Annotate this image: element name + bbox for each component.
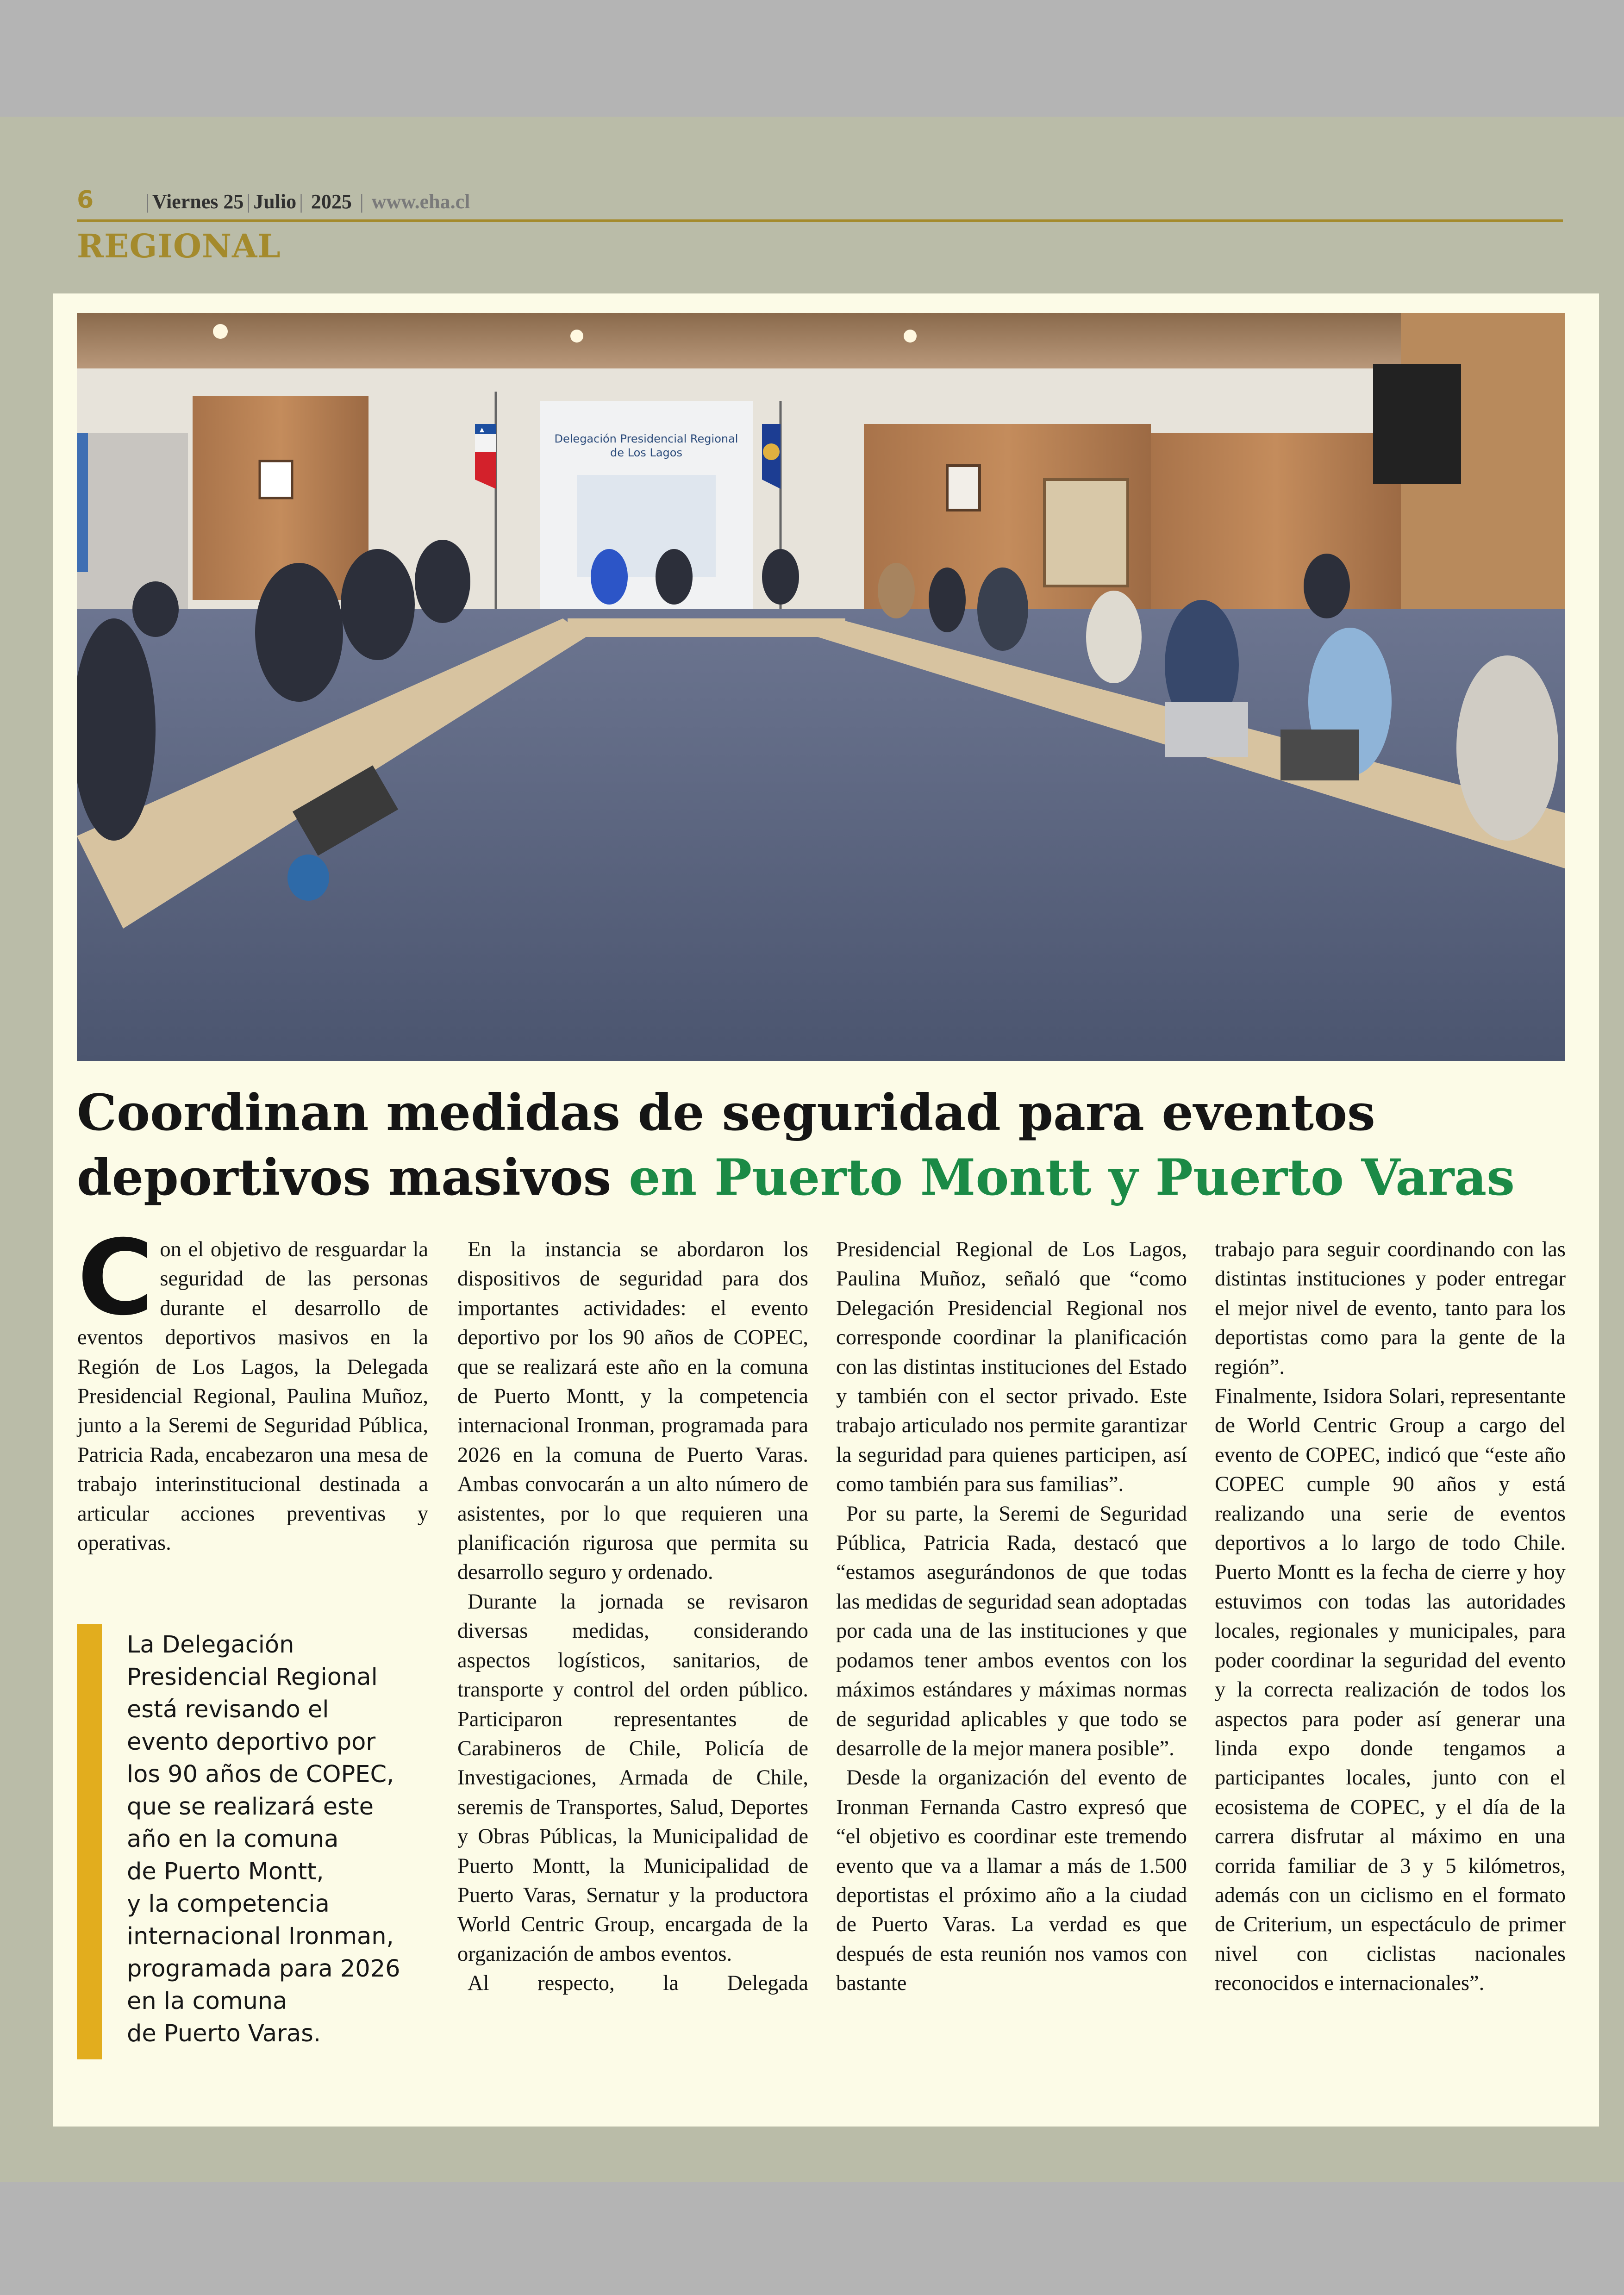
paragraph: trabajo para seguir coordinando con las distintas instituciones y poder entregar el mejor nivel de evento, tanto para los deportistas como para la gente de la región”. (1215, 1238, 1566, 1379)
date-month: Julio (253, 190, 297, 213)
paragraph: Finalmente, Isidora Solari, representante de World Centric Group a cargo del evento de COPEC, indicó que “este año COPEC cumple 90 años y está realizando una serie de eventos deportivos a lo largo de todo Chile. Puerto Montt es la fecha de cierre y hoy estuvimos con todas las autoridades locales, regionales y municipales, para poder coordinar la seguridad del evento y la correcta realización de todos los aspectos para poder así generar una linda expo donde tengamos a participantes locales, junto con el ecosistema de COPEC, y el día de la carrera disfrutar al máximo en una corrida familiar de 3 y 5 kilómetros, además con un ciclismo en el formato de Criterium, un espectáculo de primer nivel con ciclistas nacionales reconocidos e internacionales”. (1215, 1384, 1566, 1996)
article-card (53, 293, 1599, 2127)
paragraph: Por su parte, la Seremi de Seguridad Pública, Patricia Rada, destacó que “estamos asegurándonos de que todas las medidas de seguridad sean adoptadas por cada una de las instituciones y que podamos tener ambos eventos con los máximos estándares y máximas normas de seguridad aplicables y que todo se desarrolle de la mejor manera posible”. (836, 1502, 1187, 1760)
article-column-4 (1215, 1235, 1566, 1998)
headline-highlight: en Puerto Montt y Puerto Varas (629, 1148, 1515, 1207)
paragraph: En la instancia se abordaron los dispositivos de seguridad para dos importantes actividades: el evento deportivo por los 90 años de COPEC, que se realizará este año en la comuna de Puerto Montt, y la competencia internacional Ironman, programada para 2026 en la comuna de Puerto Varas. Ambas convocarán a un alto número de asistentes, por lo que requieren una planificación rigurosa que permita su desarrollo seguro y ordenado. (457, 1238, 808, 1584)
pull-quote (77, 1624, 429, 2059)
drop-cap: C (77, 1217, 154, 1338)
intro-paragraph: Con el objetivo de resguardar la seguridad de las personas durante el desarrollo de eventos deportivos masivos en la Región de Los Lagos, la Delegada Presidencial Regional, Paulina Muñoz, junto a la Seremi de Seguridad Pública, Patricia Rada, encabezaron una mesa de trabajo interinstitucional destinada a articular acciones preventivas y operativas. (77, 1217, 428, 1555)
meeting-photo (77, 313, 1565, 1061)
page-number: 6 (77, 186, 94, 214)
article-column-2 (457, 1235, 808, 1998)
article-column-1 (77, 1217, 428, 1558)
article-headline (77, 1080, 1577, 1210)
article-column-3 (836, 1235, 1187, 1998)
section-title: REGIONAL (77, 227, 281, 265)
website-link[interactable]: www.eha.cl (371, 190, 470, 213)
pull-quote-text: La Delegación Presidencial Regional está revisando el evento deportivo por los 90 años de COPEC, que se realizará este año en la comuna de Puerto Montt, y la competencia internacional Ironman, programada para 2026 en la comuna de Puerto Varas. (127, 1631, 400, 2047)
paragraph: Desde la organización del evento de Ironman Fernanda Castro expresó que “el objetivo es coordinar este tremendo evento que va a llamar a más de 1.500 deportistas el próximo año a la ciudad de Puerto Varas. La verdad es que después de esta reunión nos vamos con bastante (836, 1766, 1187, 1996)
paragraph: Al respecto, la Delegada (468, 1971, 808, 1996)
paragraph: Presidencial Regional de Los Lagos, Paulina Muñoz, señaló que “como Delegación Presidencial Regional nos corresponde coordinar la planificación con las distintas instituciones del Estado y también con el sector privado. Este trabajo articulado nos permite garantizar la seguridad para quienes participen, así como también para sus familias”. (836, 1238, 1187, 1497)
page-header (77, 185, 1563, 222)
pull-quote-bar (77, 1624, 102, 2059)
date-day: Viernes 25 (152, 190, 244, 213)
photo-banner-line2: de Los Lagos (610, 446, 682, 459)
headline-main: Coordinan medidas de seguridad para eventos deportivos masivos (77, 1084, 1375, 1207)
date-year: 2025 (311, 190, 352, 213)
paragraph: Durante la jornada se revisaron diversas medidas, considerando aspectos logísticos, sanitarios, de transporte y control del orden público. Participaron representantes de Carabineros de Chile, Policía de Investigaciones, Armada de Chile, seremis de Transportes, Salud, Deportes y Obras Públicas, la Municipalidad de Puerto Montt, la Municipalidad de Puerto Varas, Sernatur y la productora World Centric Group, encargada de la organización de ambos eventos. (457, 1590, 808, 1966)
date-line: | Viernes 25 | Julio | 2025 | www.eha.cl (145, 190, 470, 213)
photo-banner-line1: Delegación Presidencial Regional (554, 432, 738, 445)
